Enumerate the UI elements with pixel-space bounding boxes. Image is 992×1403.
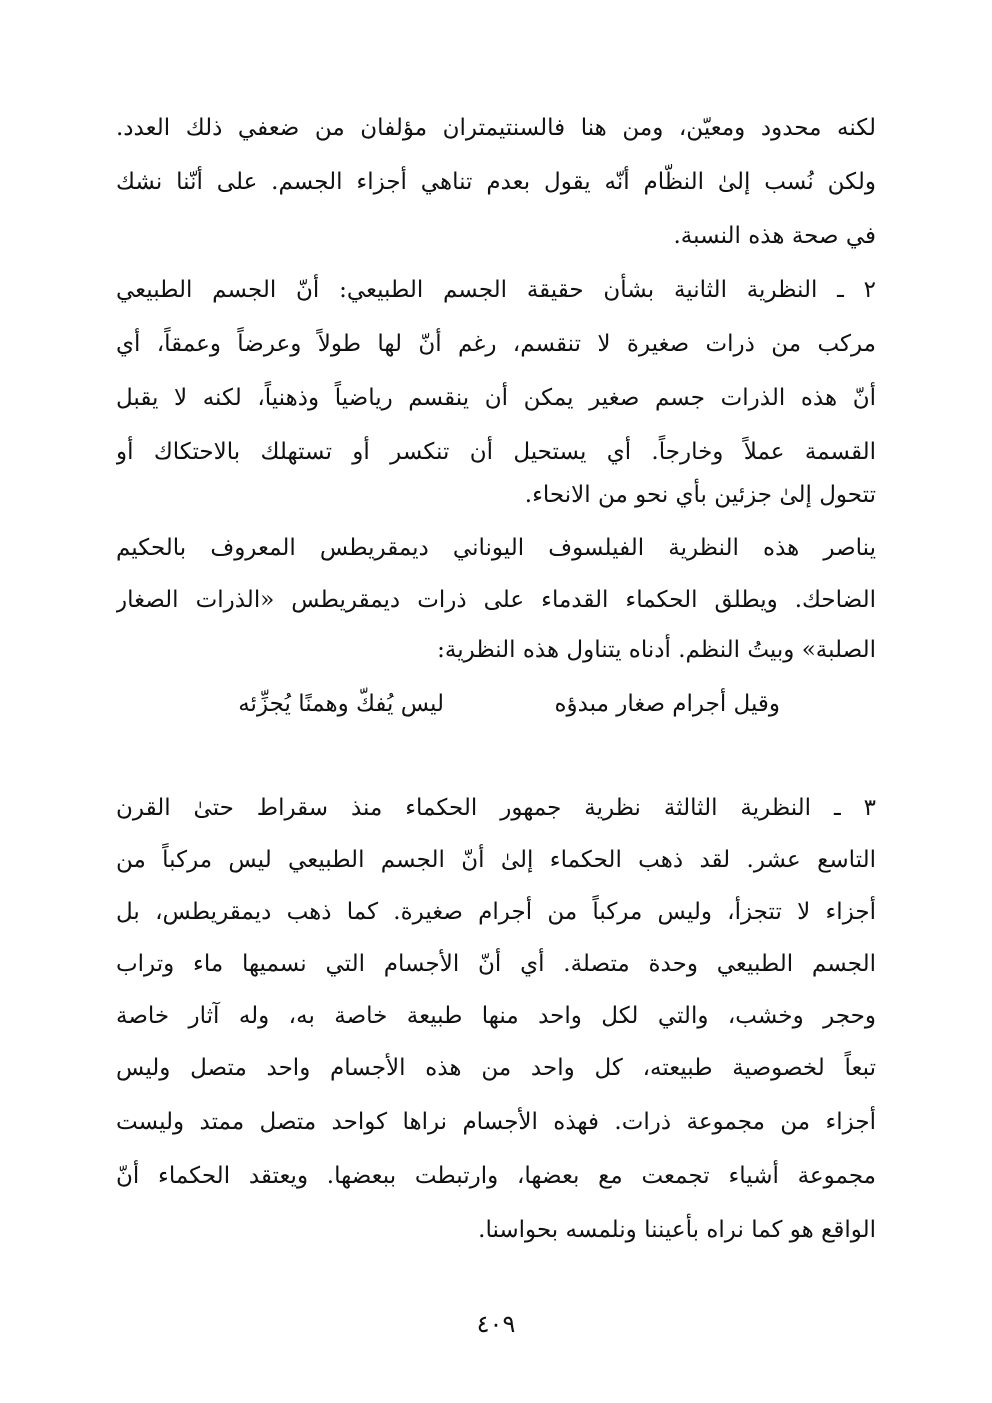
text-line: تتحول إلىٰ جزئين بأي نحو من الانحاء. bbox=[524, 482, 876, 508]
text-line: ٢ ـ النظرية الثانية بشأن حقيقة الجسم الطبيعي: أنّ الجسم الطبيعي bbox=[116, 277, 876, 303]
text-line: يناصر هذه النظرية الفيلسوف اليوناني ديمقريطس المعروف بالحكيم bbox=[116, 535, 876, 561]
text-line: القسمة عملاً وخارجاً. أي يستحيل أن تنكسر أو تستهلك بالاحتكاك أو bbox=[116, 439, 876, 465]
text-line: أجزاء لا تتجزأ، وليس مركباً من أجرام صغيرة. كما ذهب ديمقريطس، بل bbox=[116, 899, 876, 925]
text-line: أجزاء من مجموعة ذرات. فهذه الأجسام نراها كواحد متصل ممتد وليست bbox=[116, 1109, 876, 1135]
text-line: في صحة هذه النسبة. bbox=[673, 223, 876, 249]
text-line: لكنه محدود ومعيّن، ومن هنا فالسنتيمتران مؤلفان من ضعفي ذلك العدد. bbox=[116, 115, 876, 141]
text-line: مجموعة أشياء تجمعت مع بعضها، وارتبطت ببعضها. ويعتقد الحكماء أنّ bbox=[116, 1163, 876, 1189]
text-line: الضاحك. ويطلق الحكماء القدماء على ذرات ديمقريطس «الذرات الصغار bbox=[116, 587, 876, 613]
text-line: التاسع عشر. لقد ذهب الحكماء إلىٰ أنّ الجسم الطبيعي ليس مركباً من bbox=[116, 847, 876, 873]
text-line: أنّ هذه الذرات جسم صغير يمكن أن ينقسم رياضياً وذهنياً، لكنه لا يقبل bbox=[116, 385, 876, 411]
text-line: مركب من ذرات صغيرة لا تنقسم، رغم أنّ لها طولاً وعرضاً وعمقاً، أي bbox=[116, 331, 876, 357]
text-line: وحجر وخشب، والتي لكل واحد منها طبيعة خاصة به، وله آثار خاصة bbox=[116, 1003, 876, 1029]
text-line: الواقع هو كما نراه بأعيننا ونلمسه بحواسنا. bbox=[478, 1217, 876, 1243]
text-line: تبعاً لخصوصية طبيعته، كل واحد من هذه الأجسام واحد متصل وليس bbox=[116, 1055, 876, 1081]
verse-first-hemistich: وقيل أجرام صغار مبدؤه bbox=[554, 691, 780, 717]
page-number: ٤٠٩ bbox=[476, 1310, 516, 1338]
text-line: ٣ ـ النظرية الثالثة نظرية جمهور الحكماء منذ سقراط حتىٰ القرن bbox=[116, 795, 876, 821]
text-line: الجسم الطبيعي وحدة متصلة. أي أنّ الأجسام التي نسميها ماء وتراب bbox=[116, 951, 876, 977]
verse-second-hemistich: ليس يُفكّ وهمنًا يُجزِّئه bbox=[238, 691, 444, 717]
text-line: الصلبة» وبيتُ النظم. أدناه يتناول هذه النظرية: bbox=[437, 637, 876, 663]
text-line: ولكن نُسب إلىٰ النظّام أنّه يقول بعدم تناهي أجزاء الجسم. على أنّنا نشك bbox=[116, 169, 876, 195]
